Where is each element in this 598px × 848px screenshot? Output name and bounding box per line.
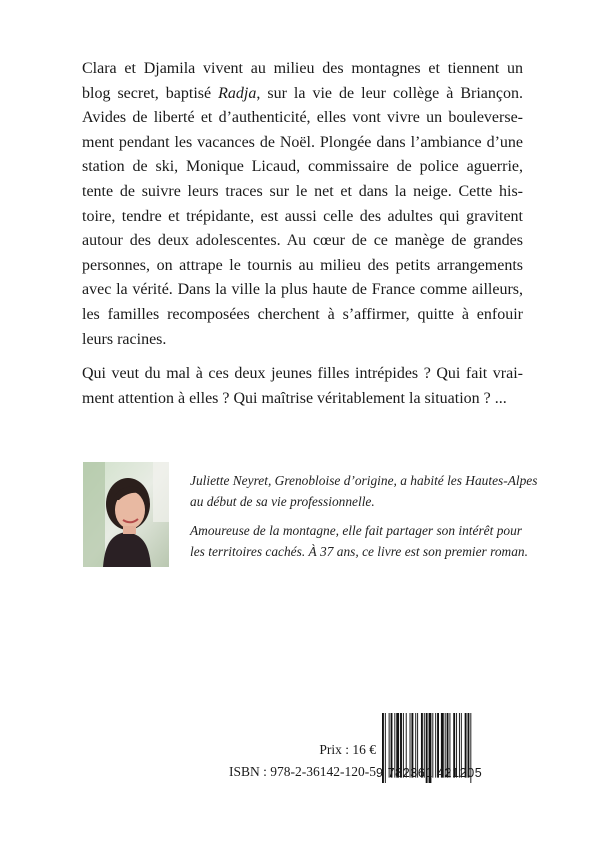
bio-line: au début de sa vie professionnelle. [190,494,375,509]
blurb-line: les familles recomposées cherchent à s’affirmer, quitte à enfouir [82,305,523,323]
blurb-line: avec la vérité. Dans la ville la plus haute de France comme ailleurs, [82,281,523,299]
bio-paragraph-2 [190,520,528,562]
bio-line: les territoires cachés. À 37 ans, ce livre est son premier roman. [190,544,528,559]
blurb-line: Clara et Djamila vivent au milieu des montagnes et tiennent un [82,60,523,77]
bio-line: Amoureuse de la montagne, elle fait partager son intérêt pour [190,523,522,538]
isbn-label: ISBN : 978-2-36142-120-5 [229,764,376,779]
barcode-digits: 9 782361 421205 [376,766,483,780]
author-bio [190,470,538,570]
bio-paragraph-1 [190,470,538,512]
blurb-line: Qui veut du mal à ces deux jeunes filles intrépides ? Qui fait vrai- [82,365,523,383]
blurb-line: autour des deux adolescentes. Au cœur de ce manège de grandes [82,232,523,250]
blurb-line: toire, tendre et trépidante, est aussi celle des adultes qui gravitent [82,207,523,225]
back-cover-blurb [82,57,523,421]
blurb-line: personnes, on attrape le tournis au milieu des petits arrangements [82,256,523,274]
blurb-paragraph-1 [82,57,523,352]
bio-line: Juliette Neyret, Grenobloise d’origine, a habité les Hautes-Alpes [190,473,538,488]
blurb-line: tente de suivre leurs traces sur le net et dans la neige. Cette his- [82,182,523,200]
blurb-line: Avides de liberté et d’authenticité, elles vont vivre un bouleverse- [82,109,523,127]
blog-title: Radja [218,84,257,102]
blurb-line: leurs racines. [82,330,167,348]
blurb-text: blog secret, baptisé [82,84,219,102]
author-portrait-photo [83,462,169,567]
price-label: Prix : 16 € [319,742,376,757]
blurb-line: ment attention à elles ? Qui maîtrise véritablement la situation ? ... [82,389,507,407]
blurb-paragraph-2 [82,362,523,411]
blurb-line: station de ski, Monique Licaud, commissaire de police aguerrie, [82,158,523,176]
blurb-line: ment pendant les vacances de Noël. Plongée dans l’ambiance d’une [82,133,523,151]
blurb-line [82,82,523,107]
blurb-text: , sur la vie de leur collège à Briançon. [256,84,523,102]
